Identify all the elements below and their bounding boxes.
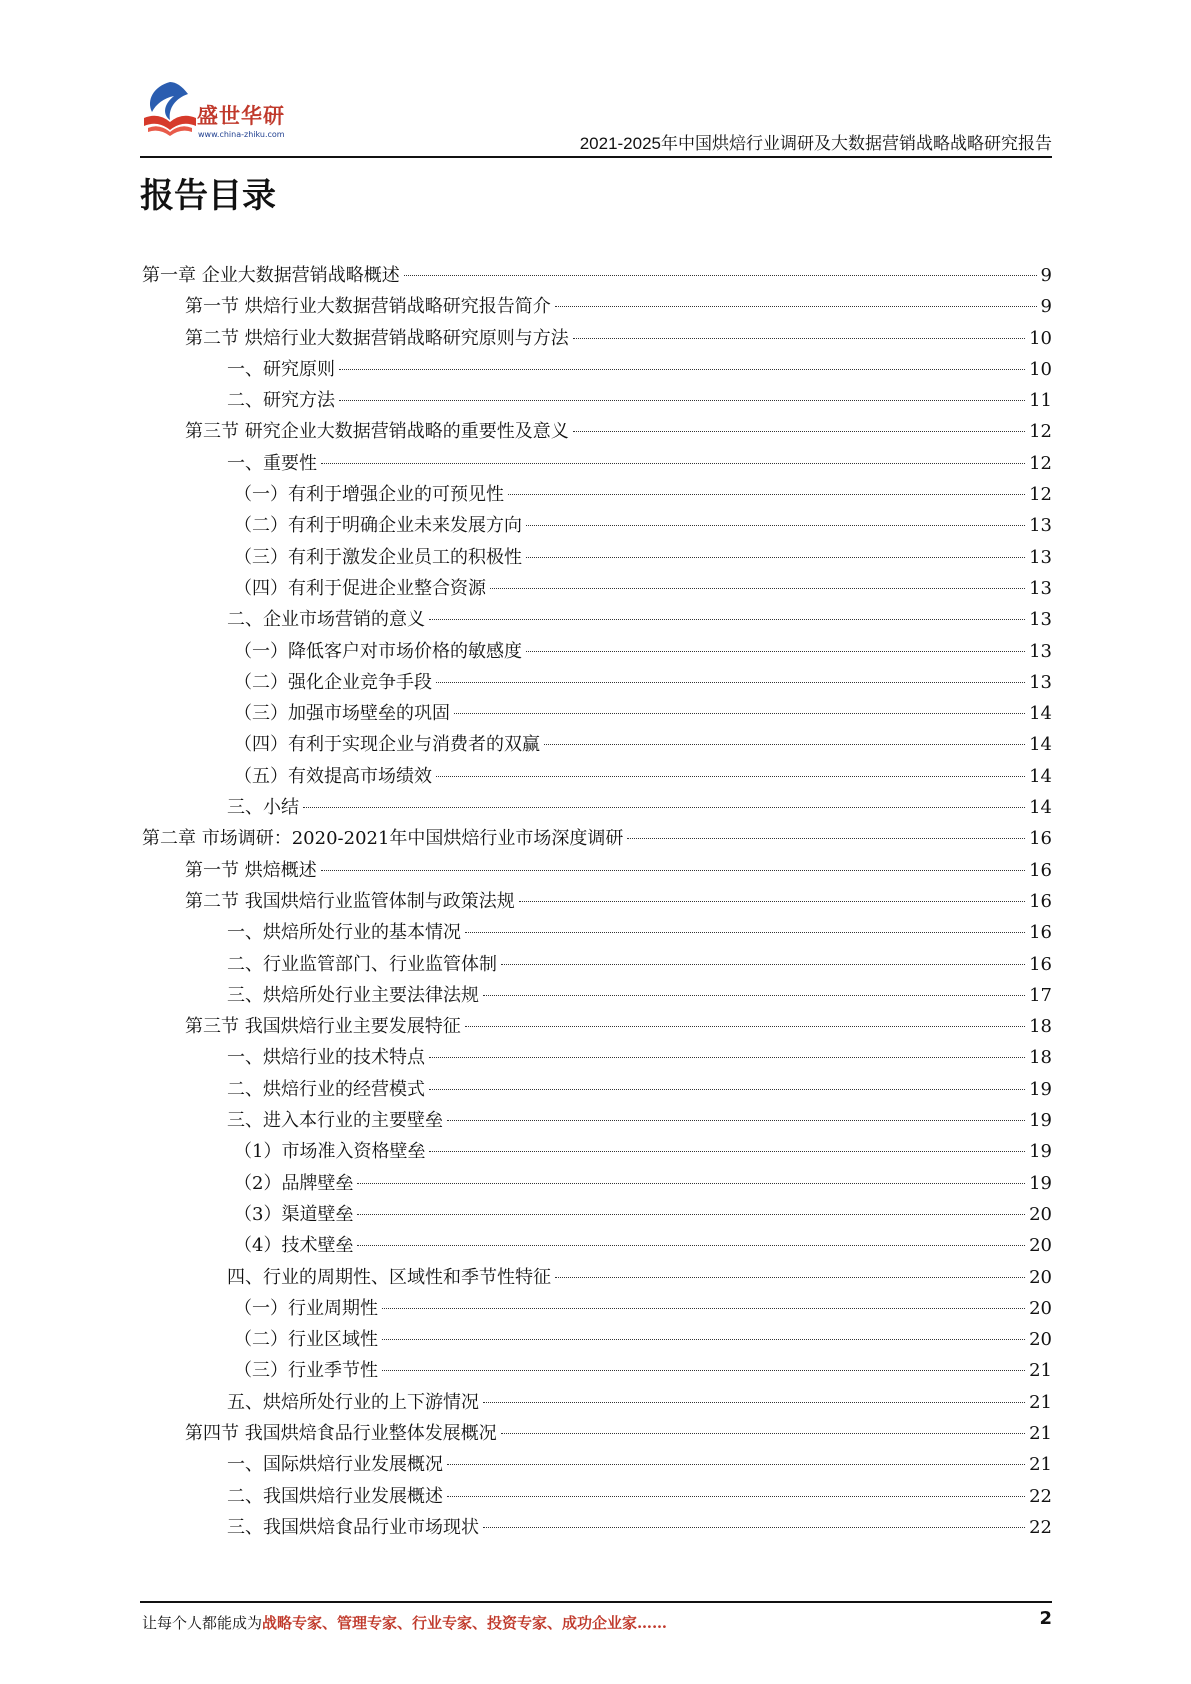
toc-entry-page: 16 [1029, 890, 1052, 912]
toc-entry-label: 第二节 我国烘焙行业监管体制与政策法规 [185, 890, 515, 912]
toc-leader-dots [627, 838, 1025, 839]
header-divider [140, 156, 1052, 158]
toc-leader-dots [429, 1057, 1025, 1058]
toc-leader-dots [501, 964, 1025, 965]
toc-entry-page: 16 [1029, 922, 1052, 944]
logo-name: 盛世华研 [197, 104, 285, 128]
toc-entry-page: 14 [1029, 734, 1052, 756]
toc-entry[interactable] [142, 918, 1052, 949]
toc-entry[interactable] [142, 637, 1052, 668]
toc-leader-dots [339, 400, 1025, 401]
toc-entry-page: 20 [1029, 1203, 1052, 1225]
toc-entry-page: 13 [1029, 609, 1052, 631]
toc-entry[interactable] [142, 355, 1052, 386]
toc-entry[interactable] [142, 1200, 1052, 1231]
toc-entry-page: 22 [1029, 1516, 1052, 1538]
book-logo-icon [140, 78, 200, 140]
toc-entry[interactable] [142, 1513, 1052, 1544]
report-title: 2021-2025年中国烘焙行业调研及大数据营销战略战略研究报告 [579, 134, 1052, 153]
toc-leader-dots [544, 744, 1025, 745]
toc-entry-label: 三、我国烘焙食品行业市场现状 [227, 1516, 479, 1538]
toc-leader-dots [429, 1151, 1025, 1152]
toc-entry-label: （4）技术壁垒 [234, 1235, 354, 1257]
toc-entry-label: 第一节 烘焙行业大数据营销战略研究报告简介 [185, 296, 551, 318]
toc-entry-page: 14 [1029, 765, 1052, 787]
toc-leader-dots [501, 1433, 1025, 1434]
toc-entry-page: 21 [1029, 1360, 1052, 1382]
toc-leader-dots [429, 619, 1025, 620]
toc-entry-page: 21 [1029, 1454, 1052, 1476]
toc-entry-page: 19 [1029, 1172, 1052, 1194]
toc-entry-label: （2）品牌壁垒 [234, 1172, 354, 1194]
toc-entry-page: 14 [1029, 797, 1052, 819]
toc-entry-label: 五、烘焙所处行业的上下游情况 [227, 1391, 479, 1413]
toc-entry[interactable] [142, 511, 1052, 542]
toc-entry-label: （一）降低客户对市场价格的敏感度 [234, 640, 522, 662]
toc-entry-label: 第四节 我国烘焙食品行业整体发展概况 [185, 1422, 497, 1444]
toc-leader-dots [404, 275, 1037, 276]
toc-leader-dots [526, 525, 1025, 526]
toc-leader-dots [526, 557, 1025, 558]
toc-entry-page: 18 [1029, 1016, 1052, 1038]
toc-leader-dots [519, 901, 1025, 902]
page-title: 报告目录 [140, 176, 276, 216]
toc-entry-page: 10 [1029, 327, 1052, 349]
toc-entry[interactable] [142, 730, 1052, 761]
toc-entry[interactable] [142, 1294, 1052, 1325]
toc-leader-dots [483, 1402, 1025, 1403]
toc-entry-label: （1）市场准入资格壁垒 [234, 1141, 426, 1163]
toc-entry-page: 13 [1029, 577, 1052, 599]
toc-leader-dots [436, 682, 1025, 683]
toc-leader-dots [382, 1370, 1025, 1371]
toc-entry-label: （一）有利于增强企业的可预见性 [234, 484, 504, 506]
toc-entry[interactable] [142, 449, 1052, 480]
toc-entry-label: 二、烘焙行业的经营模式 [227, 1078, 425, 1100]
toc-entry[interactable] [142, 793, 1052, 824]
toc-leader-dots [303, 807, 1025, 808]
toc-entry[interactable] [142, 981, 1052, 1012]
toc-entry[interactable] [142, 1012, 1052, 1043]
toc-entry[interactable] [142, 543, 1052, 574]
toc-entry-label: （五）有效提高市场绩效 [234, 765, 432, 787]
toc-leader-dots [357, 1214, 1025, 1215]
toc-entry-label: 一、烘焙所处行业的基本情况 [227, 922, 461, 944]
toc-entry[interactable] [142, 480, 1052, 511]
toc-entry[interactable] [142, 605, 1052, 636]
toc-entry-label: 一、烘焙行业的技术特点 [227, 1047, 425, 1069]
toc-entry-label: 二、研究方法 [227, 390, 335, 412]
toc-entry-label: 第二节 烘焙行业大数据营销战略研究原则与方法 [185, 327, 569, 349]
toc-leader-dots [447, 1496, 1025, 1497]
toc-entry-page: 20 [1029, 1297, 1052, 1319]
toc-entry[interactable] [142, 1231, 1052, 1262]
toc-entry-page: 12 [1029, 484, 1052, 506]
toc-leader-dots [454, 713, 1025, 714]
toc-entry-label: （3）渠道壁垒 [234, 1203, 354, 1225]
toc-entry-label: 第三节 研究企业大数据营销战略的重要性及意义 [185, 421, 569, 443]
toc-entry[interactable] [142, 1419, 1052, 1450]
toc-leader-dots [447, 1464, 1025, 1465]
toc-entry[interactable] [142, 292, 1052, 323]
toc-entry-label: （二）强化企业竞争手段 [234, 671, 432, 693]
toc-leader-dots [465, 1026, 1025, 1027]
toc-entry[interactable] [142, 1482, 1052, 1513]
toc-entry-page: 19 [1029, 1110, 1052, 1132]
toc-entry-label: （一）行业周期性 [234, 1297, 378, 1319]
toc-entry[interactable] [142, 1043, 1052, 1074]
toc-entry-label: （三）加强市场壁垒的巩固 [234, 703, 450, 725]
toc-entry[interactable] [142, 324, 1052, 355]
toc-entry-page: 12 [1029, 452, 1052, 474]
toc-entry-page: 12 [1029, 421, 1052, 443]
toc-entry-label: 第二章 市场调研：2020-2021年中国烘焙行业市场深度调研 [142, 828, 624, 850]
toc-leader-dots [382, 1339, 1025, 1340]
toc-entry[interactable] [142, 261, 1052, 292]
toc-entry-label: 一、研究原则 [227, 358, 335, 380]
toc-entry[interactable] [142, 1075, 1052, 1106]
toc-entry-label: （二）行业区域性 [234, 1329, 378, 1351]
toc-entry[interactable] [142, 1137, 1052, 1168]
toc-entry-page: 16 [1029, 828, 1052, 850]
toc-entry-label: （四）有利于实现企业与消费者的双赢 [234, 734, 540, 756]
toc-entry-page: 13 [1029, 515, 1052, 537]
toc-leader-dots [339, 369, 1025, 370]
toc-entry-page: 20 [1029, 1329, 1052, 1351]
toc-entry-page: 14 [1029, 703, 1052, 725]
company-logo [140, 78, 310, 148]
toc-leader-dots [555, 306, 1037, 307]
toc-entry[interactable] [142, 824, 1052, 855]
toc-entry-page: 18 [1029, 1047, 1052, 1069]
toc-entry-label: 第三节 我国烘焙行业主要发展特征 [185, 1016, 461, 1038]
toc-entry-label: 一、国际烘焙行业发展概况 [227, 1454, 443, 1476]
toc-entry-page: 9 [1040, 296, 1052, 318]
table-of-contents [142, 261, 1052, 1544]
toc-entry-label: 第一章 企业大数据营销战略概述 [142, 265, 400, 286]
toc-entry-label: 第一节 烘焙概述 [185, 859, 317, 881]
toc-entry[interactable] [142, 1388, 1052, 1419]
toc-entry[interactable] [142, 668, 1052, 699]
toc-leader-dots [357, 1245, 1025, 1246]
toc-entry[interactable] [142, 856, 1052, 887]
toc-entry-label: 二、行业监管部门、行业监管体制 [227, 953, 497, 975]
toc-entry[interactable] [142, 1325, 1052, 1356]
toc-entry[interactable] [142, 1450, 1052, 1481]
toc-entry-label: 二、我国烘焙行业发展概述 [227, 1485, 443, 1507]
toc-leader-dots [321, 870, 1025, 871]
toc-entry-page: 16 [1029, 953, 1052, 975]
toc-entry-label: （三）行业季节性 [234, 1360, 378, 1382]
toc-entry-label: （四）有利于促进企业整合资源 [234, 577, 486, 599]
toc-leader-dots [555, 1277, 1025, 1278]
page-number: 2 [1039, 1608, 1052, 1629]
toc-entry-page: 21 [1029, 1391, 1052, 1413]
toc-leader-dots [483, 1527, 1025, 1528]
toc-entry-page: 11 [1029, 390, 1052, 412]
toc-leader-dots [508, 494, 1025, 495]
footer-divider [140, 1601, 1052, 1603]
toc-entry-page: 20 [1029, 1266, 1052, 1288]
toc-leader-dots [321, 463, 1025, 464]
toc-entry-label: （二）有利于明确企业未来发展方向 [234, 515, 522, 537]
toc-entry-page: 9 [1040, 265, 1052, 286]
toc-entry[interactable] [142, 417, 1052, 448]
toc-entry[interactable] [142, 887, 1052, 918]
toc-leader-dots [465, 932, 1025, 933]
toc-leader-dots [573, 431, 1025, 432]
toc-entry-page: 13 [1029, 640, 1052, 662]
toc-entry[interactable] [142, 1263, 1052, 1294]
toc-leader-dots [573, 338, 1025, 339]
toc-entry-label: 三、小结 [227, 797, 299, 819]
footer-slogan [142, 1612, 667, 1633]
toc-entry-page: 20 [1029, 1235, 1052, 1257]
toc-entry-label: 四、行业的周期性、区域性和季节性特征 [227, 1266, 551, 1288]
toc-entry-page: 10 [1029, 358, 1052, 380]
toc-entry-page: 16 [1029, 859, 1052, 881]
toc-entry[interactable] [142, 1169, 1052, 1200]
toc-entry-label: 三、烘焙所处行业主要法律法规 [227, 984, 479, 1006]
toc-leader-dots [382, 1308, 1025, 1309]
toc-entry[interactable] [142, 1106, 1052, 1137]
toc-entry-page: 19 [1029, 1141, 1052, 1163]
page-header [140, 78, 1052, 158]
toc-entry-label: （三）有利于激发企业员工的积极性 [234, 546, 522, 568]
logo-url: www.china-zhiku.com [198, 130, 285, 139]
toc-entry-page: 21 [1029, 1422, 1052, 1444]
toc-entry[interactable] [142, 386, 1052, 417]
toc-leader-dots [429, 1089, 1025, 1090]
toc-entry[interactable] [142, 699, 1052, 730]
toc-entry[interactable] [142, 1356, 1052, 1387]
toc-leader-dots [436, 776, 1025, 777]
toc-entry-label: 一、重要性 [227, 452, 317, 474]
toc-leader-dots [357, 1183, 1025, 1184]
toc-entry-label: 二、企业市场营销的意义 [227, 609, 425, 631]
toc-entry[interactable] [142, 574, 1052, 605]
footer-slogan-highlight: 战略专家、管理专家、行业专家、投资专家、成功企业家…… [262, 1614, 668, 1632]
toc-leader-dots [526, 651, 1025, 652]
footer-slogan-prefix: 让每个人都能成为 [142, 1614, 263, 1632]
toc-entry-page: 13 [1029, 546, 1052, 568]
toc-entry-page: 22 [1029, 1485, 1052, 1507]
toc-entry-label: 三、进入本行业的主要壁垒 [227, 1110, 443, 1132]
toc-entry-page: 17 [1029, 984, 1052, 1006]
toc-entry[interactable] [142, 762, 1052, 793]
toc-entry[interactable] [142, 950, 1052, 981]
toc-leader-dots [447, 1120, 1025, 1121]
toc-leader-dots [490, 588, 1025, 589]
toc-entry-page: 13 [1029, 671, 1052, 693]
toc-leader-dots [483, 995, 1025, 996]
toc-entry-page: 19 [1029, 1078, 1052, 1100]
